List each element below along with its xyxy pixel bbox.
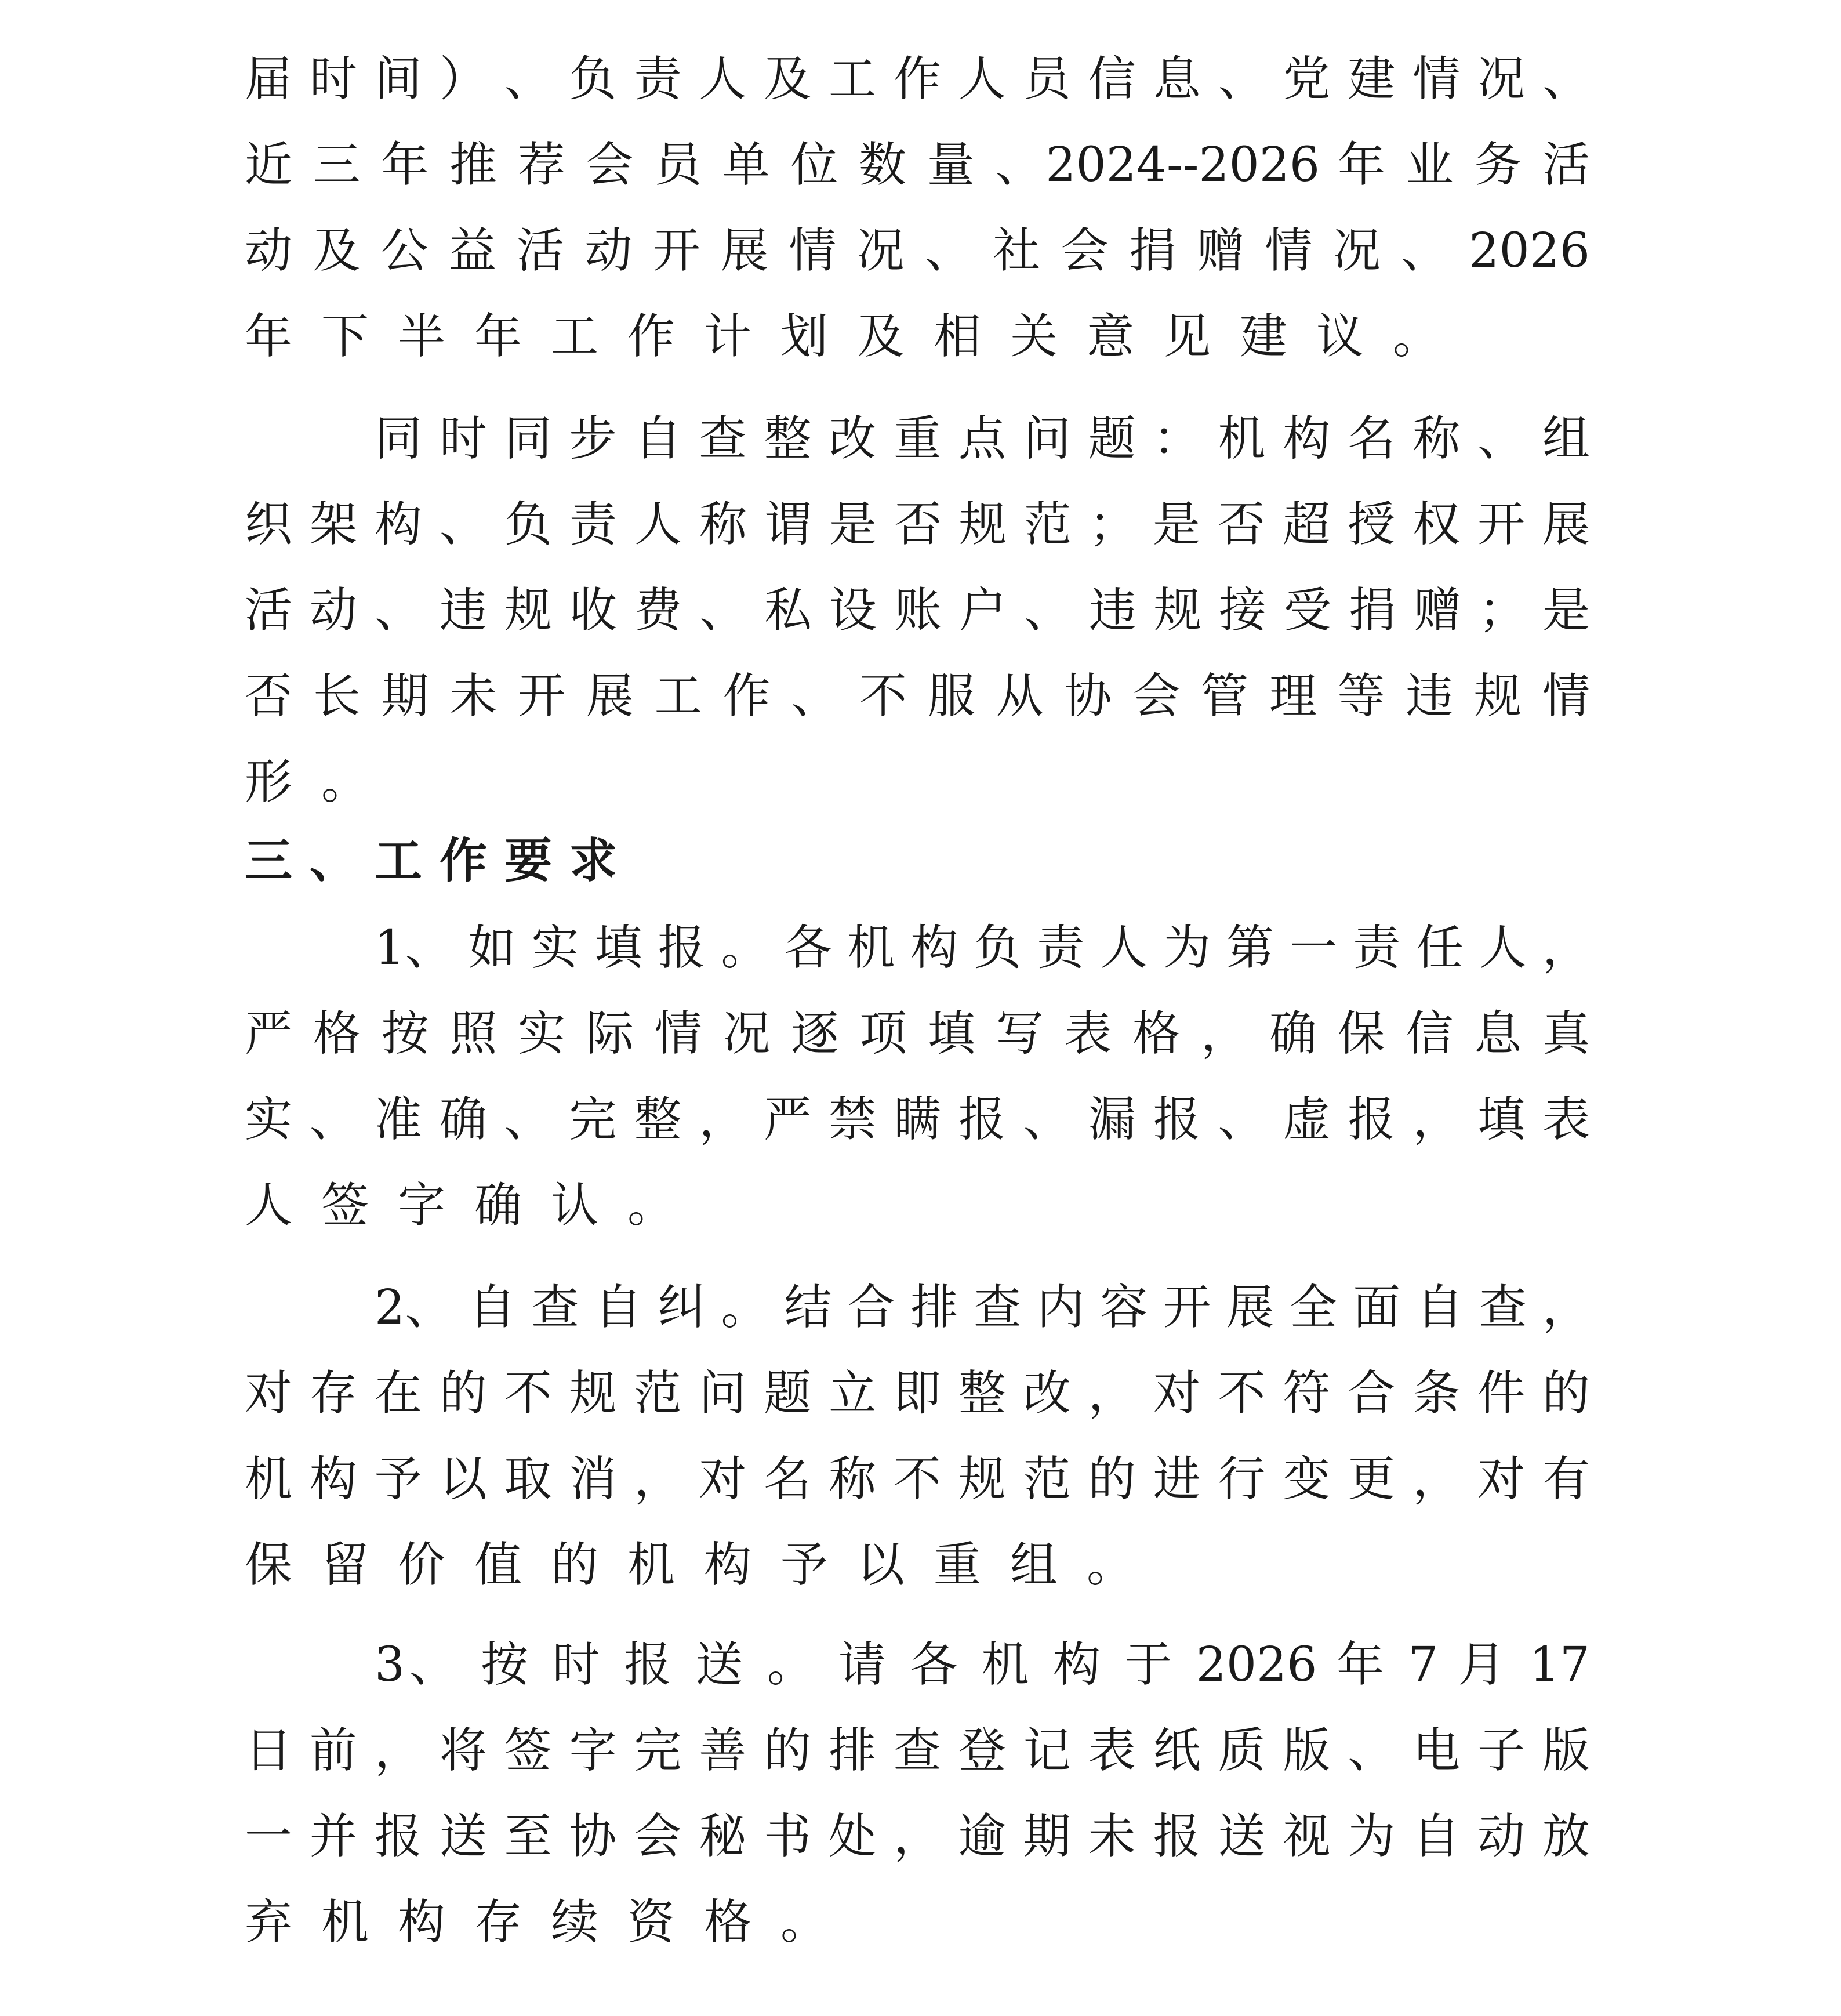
item-2-line-1: 2、 自 查 自 纠 。 结 合 排 查 内 容 开 展 全 面 自 查 ， [375, 1280, 1590, 1335]
item-3-line-4: 弃机构存续资格。 [245, 1895, 858, 1950]
paragraph-1-line-2: 近 三 年 推 荐 会 员 单 位 数 量 、2024--2026 年 业 务 活 [245, 137, 1590, 193]
item-3-line-1: 3、 按 时 报 送 。 请 各 机 构 于 2026 年 7 月 17 [375, 1637, 1590, 1692]
paragraph-2-line-5: 形。 [245, 755, 398, 810]
paragraph-2-line-2: 织 架 构 、 负 责 人 称 谓 是 否 规 范 ； 是 否 超 授 权 开 展 [245, 497, 1590, 552]
item-3-line-2: 日 前 ， 将 签 字 完 善 的 排 查 登 记 表 纸 质 版 、 电 子 版 [245, 1723, 1590, 1778]
item-2-line-4: 保留价值的机构予以重组。 [245, 1538, 1164, 1593]
item-2-line-2: 对 存 在 的 不 规 范 问 题 立 即 整 改 ， 对 不 符 合 条 件 的 [245, 1366, 1590, 1421]
paragraph-1-line-3: 动 及 公 益 活 动 开 展 情 况 、 社 会 捐 赠 情 况 、 2026 [245, 223, 1590, 278]
item-2-line-3: 机 构 予 以 取 消 ， 对 名 称 不 规 范 的 进 行 变 更 ， 对 有 [245, 1452, 1590, 1507]
item-1-line-2: 严 格 按 照 实 际 情 况 逐 项 填 写 表 格 ， 确 保 信 息 真 [245, 1006, 1590, 1061]
item-1-line-1: 1、 如 实 填 报 。 各 机 构 负 责 人 为 第 一 责 任 人 ， [375, 920, 1590, 976]
section-heading: 三、工作要求 [245, 833, 635, 889]
paragraph-2-line-3: 活 动 、 违 规 收 费 、 私 设 账 户 、 违 规 接 受 捐 赠 ； 是 [245, 583, 1590, 638]
paragraph-1-line-1: 届 时 间 ） 、 负 责 人 及 工 作 人 员 信 息 、 党 建 情 况 、 [245, 52, 1590, 107]
paragraph-1-line-4: 年下半年工作计划及相关意见建议。 [245, 309, 1470, 364]
item-1-line-4: 人签字确认。 [245, 1178, 705, 1233]
paragraph-2-line-4: 否 长 期 未 开 展 工 作 、 不 服 从 协 会 管 理 等 违 规 情 [245, 669, 1590, 724]
paragraph-2-line-1: 同 时 同 步 自 查 整 改 重 点 问 题 ： 机 构 名 称 、 组 [375, 411, 1590, 466]
item-1-line-3: 实 、 准 确 、 完 整 ， 严 禁 瞒 报 、 漏 报 、 虚 报 ， 填 表 [245, 1092, 1590, 1147]
item-3-line-3: 一 并 报 送 至 协 会 秘 书 处 ， 逾 期 未 报 送 视 为 自 动 放 [245, 1809, 1590, 1864]
